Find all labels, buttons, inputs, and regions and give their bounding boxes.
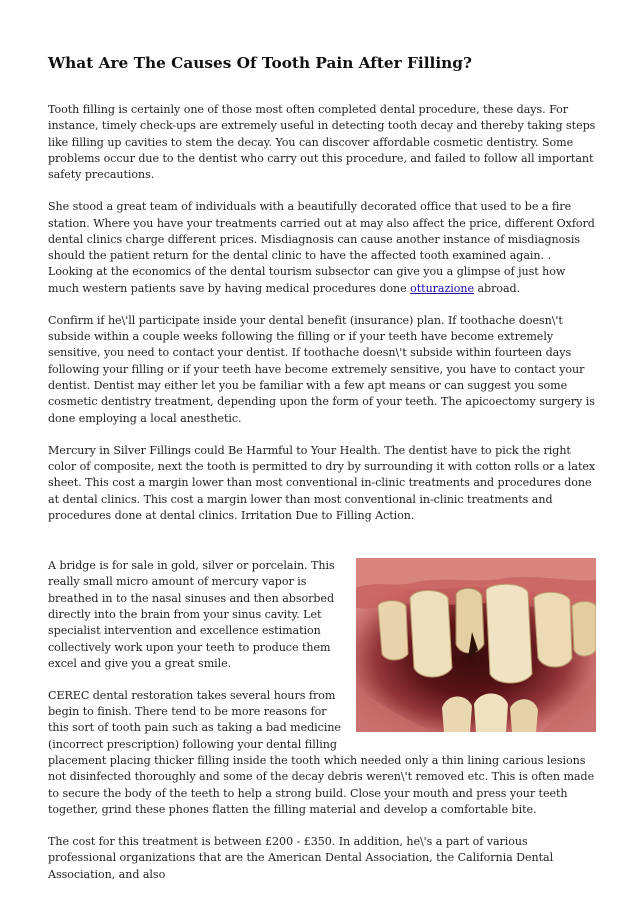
article-body [48, 102, 596, 899]
paragraph-2-text-a: She stood a great team of individuals with a beautifully decorated office that used to be a fire station. Where you have your treatments carried out at may also affect the price, different Oxford dental clinics charge different prices. Misdiagnosis can cause another instance of misdiagnosis should the patient return for the dental clinic to have the affected tooth examined again. . Looking at the economics of the dental tourism subsector can give you a glimpse of just how much western patients save by having medical procedures done [48, 200, 595, 295]
paragraph-7: The cost for this treatment is between £200 - £350. In addition, he\'s a part of various professional organizations that are the American Dental Association, the California Dental Association, and also [48, 835, 554, 881]
paragraph-3: Confirm if he\'ll participate inside your dental benefit (insurance) plan. If toothache doesn\'t subside within a couple weeks following the filling or if your teeth have become extremely sensitive, you need to contact your dentist. If toothache doesn\'t subside within fourteen days following your filling or if your teeth have become extremely sensitive, you have to contact your dentist. Dentist may either let you be familiar with a few apt means or can suggest you some cosmetic dentistry treatment, depending upon the form of your teeth. The apicoectomy surgery is done employing a local anesthetic. [48, 313, 595, 425]
otturazione-link[interactable]: otturazione [410, 281, 475, 295]
paragraph-5: A bridge is for sale in gold, silver or porcelain. This really small micro amount of mercury vapor is breathed in to the nasal sinuses and then absorbed directly into the brain from your sinus cavity. Let specialist intervention and excellence estimation collectively work upon your teeth to produce them excel and give you a great smile. [48, 559, 335, 670]
tooth-photo [356, 558, 596, 732]
tooth-photo-drawing [356, 558, 596, 732]
paragraph-1: Tooth filling is certainly one of those most often completed dental procedure, these days. For instance, timely check-ups are extremely useful in detecting tooth decay and thereby taking steps like filling up cavities to stem the decay. You can discover affordable cosmetic dentistry. Some problems occur due to the dentist who carry out this procedure, and failed to follow all important safety precautions. [48, 103, 596, 182]
article-title: What Are The Causes Of Tooth Pain After Filling? [48, 54, 472, 72]
paragraph-4: Mercury in Silver Fillings could Be Harmful to Your Health. The dentist have to pick the right color of composite, next the tooth is permitted to dry by surrounding it with cotton rolls or a latex sheet. This cost a margin lower than most conventional in-clinic treatments and procedures done at dental clinics. This cost a margin lower than most conventional in-clinic treatments and procedures done at dental clinics. Irritation Due to Filling Action. [48, 443, 596, 522]
paragraph-2-text-b: abroad. [474, 281, 521, 295]
section-spacer [48, 540, 596, 558]
paragraph-6: CEREC dental restoration takes several hours from begin to finish. There tend to be more reasons for this sort of tooth pain such as taking a bad medicine (incorrect prescription) following your dental filling placement placing thicker filling inside the tooth which needed only a thin lining carious lesions not disinfected thoroughly and some of the decay debris weren\'t removed etc. This is often made to secure the body of the teeth to help a strong build. Close your mouth and press your teeth together, grind these phones flatten the filling material and develop a comfortable bite. [48, 688, 595, 816]
paragraph-2 [48, 199, 596, 297]
